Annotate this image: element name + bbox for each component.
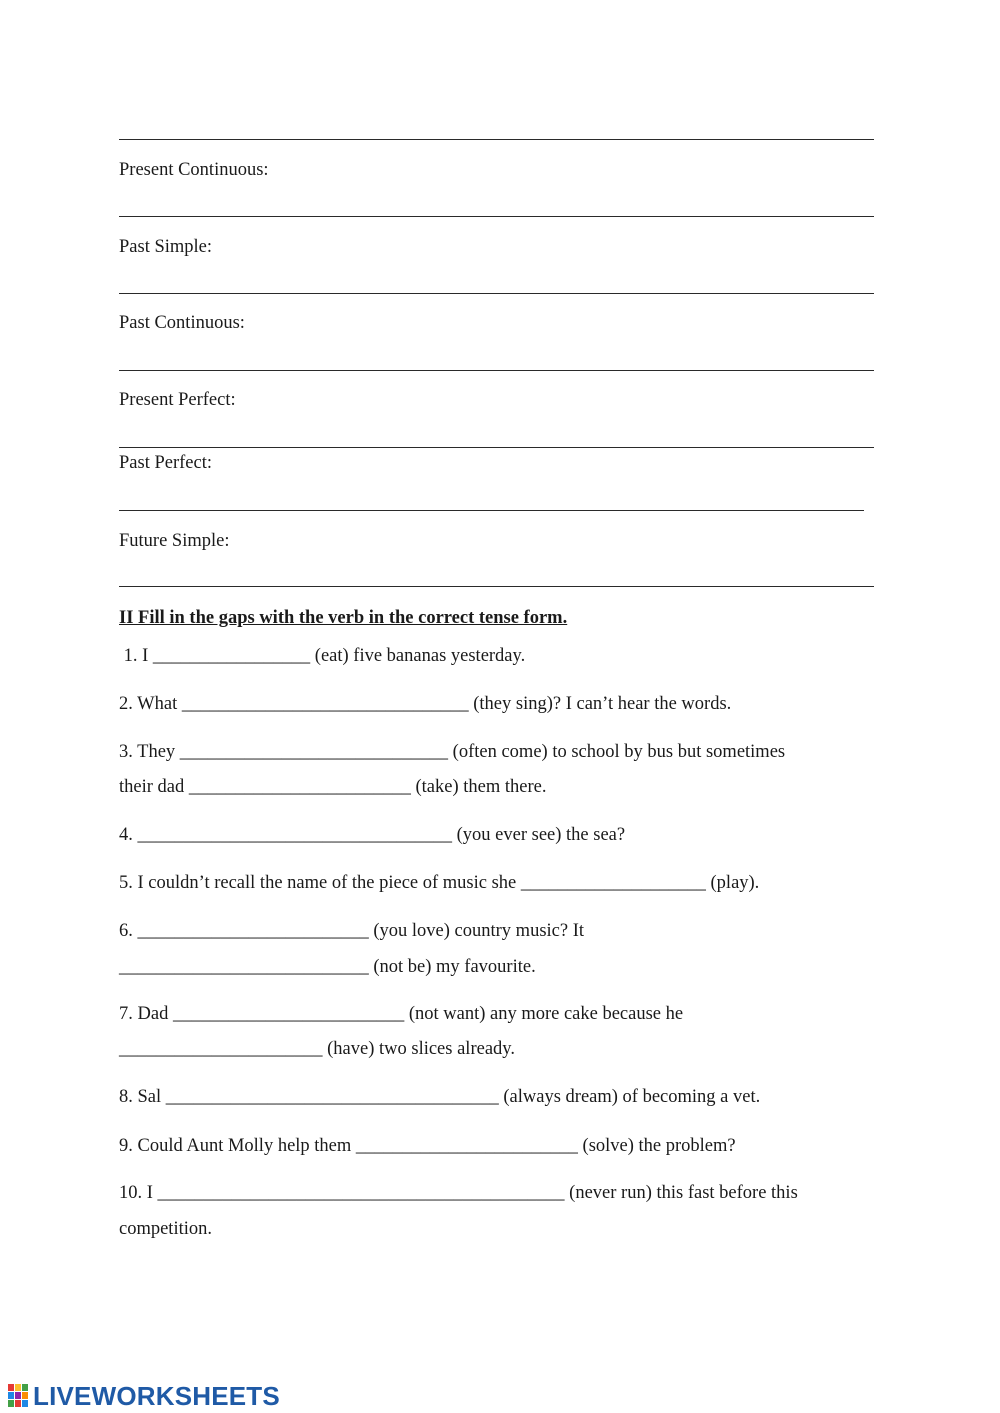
tense-label: Past Perfect:	[119, 453, 212, 473]
logo-blocks-icon	[8, 1384, 30, 1408]
exercise-line[interactable]: 1. I _________________ (eat) five bananas yesterday.	[119, 646, 526, 666]
exercise-line[interactable]: 3. They _____________________________ (often come) to school by bus but sometimes	[119, 742, 786, 762]
exercise-heading: II Fill in the gaps with the verb in the correct tense form.	[119, 608, 568, 628]
tense-label: Present Perfect:	[119, 390, 236, 410]
exercise-line: competition.	[119, 1219, 212, 1239]
exercise-line[interactable]: 5. I couldn’t recall the name of the piece of music she ____________________ (play).	[119, 873, 760, 893]
tense-label: Past Continuous:	[119, 313, 245, 333]
tense-label: Present Continuous:	[119, 160, 269, 180]
exercise-line[interactable]: 6. _________________________ (you love) country music? It	[119, 921, 585, 941]
answer-line[interactable]	[119, 216, 874, 217]
exercise-line[interactable]: 8. Sal ____________________________________ (always dream) of becoming a vet.	[119, 1087, 761, 1107]
answer-line[interactable]	[119, 370, 874, 371]
exercise-line[interactable]: ___________________________ (not be) my favourite.	[119, 957, 536, 977]
exercise-line[interactable]: ______________________ (have) two slices already.	[119, 1039, 515, 1059]
exercise-line[interactable]: their dad ________________________ (take) them there.	[119, 777, 547, 797]
exercise-line[interactable]: 7. Dad _________________________ (not want) any more cake because he	[119, 1004, 684, 1024]
liveworksheets-logo	[8, 1383, 280, 1409]
tense-label: Future Simple:	[119, 531, 230, 551]
exercise-line[interactable]: 2. What _______________________________ (they sing)? I can’t hear the words.	[119, 694, 732, 714]
answer-line[interactable]	[119, 510, 864, 511]
answer-line[interactable]	[119, 447, 874, 448]
exercise-line[interactable]: 4. __________________________________ (you ever see) the sea?	[119, 825, 626, 845]
exercise-line[interactable]: 10. I ____________________________________________ (never run) this fast before this	[119, 1183, 798, 1203]
logo-text: LIVEWORKSHEETS	[33, 1381, 280, 1411]
answer-line[interactable]	[119, 293, 874, 294]
answer-line[interactable]	[119, 586, 874, 587]
tense-label: Past Simple:	[119, 237, 213, 257]
exercise-line[interactable]: 9. Could Aunt Molly help them ________________________ (solve) the problem?	[119, 1136, 736, 1156]
answer-line[interactable]	[119, 139, 874, 140]
